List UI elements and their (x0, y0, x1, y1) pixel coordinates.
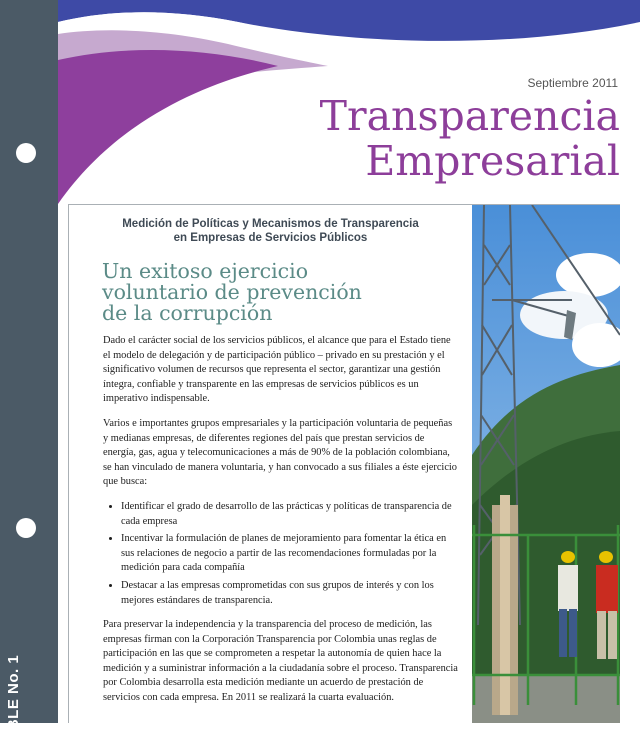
subtitle-line-2: en Empresas de Servicios Públicos (173, 232, 368, 244)
article-text (103, 334, 458, 490)
headline-line-3: de la corrupción (102, 301, 273, 325)
spine-label: BLE No. 1 (5, 654, 23, 730)
subtitle-line-1: Medición de Políticas y Mecanismos de Transparencia (122, 218, 419, 230)
paragraph-3: Para preservar la independencia y la transparencia del proceso de medición, las empresas firman con la Corporación Transparencia por Colombia unas reglas de participación en las que se comprometen a respetar la autonomía de quien hace la medición y a suministrar información a la ciudadanía sobre el proceso. Transparencia por Colombia desarrolla esta medición mediante un acuerdo de prestación de servicios con cada empresa. En 2011 se realizará la cuarta evaluación. (103, 619, 458, 704)
article-subtitle (69, 217, 472, 245)
binder-hole-top (16, 143, 36, 163)
power-tower-photo (472, 204, 620, 723)
paragraph-2: Varios e importantes grupos empresariales y la participación voluntaria de pequeñas y medianas empresas, de diferentes regiones del país que prestan servicios de energía, gas, agua y telecomunicaciones a más de 90% de la población colombiana, se han vinculado de manera voluntaria, y han convocado a sus filiales a éste ejercicio que busca: (103, 417, 458, 488)
issue-date: Septiembre 2011 (527, 76, 618, 90)
list-item: • Identificar el grado de desarrollo de las prácticas y políticas de transparencia de cada empresa (121, 500, 458, 529)
headline-line-1: Un exitoso ejercicio (102, 259, 309, 283)
objectives-list (103, 500, 458, 608)
binder-hole-bottom (16, 518, 36, 538)
paragraph-1: Dado el carácter social de los servicios públicos, el alcance que para el Estado tiene el modelo de delegación y de participación público – privado en su prestación y el significativo volumen de recursos que representa el sector, garantizar una gestión íntegra, confiable y transparente en las empresas de servicios públicos es un imperativo indispensable. (103, 335, 451, 405)
article-headline (102, 261, 472, 324)
title-line-1: Transparencia (319, 92, 620, 140)
title-line-2: Empresarial (365, 137, 620, 185)
headline-line-2: voluntario de prevención (102, 280, 362, 304)
article-body (68, 204, 472, 723)
list-item: • Incentivar la formulación de planes de mejoramiento para fomentar la ética en sus relaciones de negocio a partir de las recomendaciones formuladas por la medición para cada compañía (121, 532, 458, 576)
binder-spine (0, 0, 58, 730)
newsletter-page (58, 0, 640, 723)
list-item: • Destacar a las empresas comprometidas con sus grupos de interés y con los mejores estándares de transparencia. (121, 579, 458, 608)
article-text-continued (103, 618, 458, 706)
